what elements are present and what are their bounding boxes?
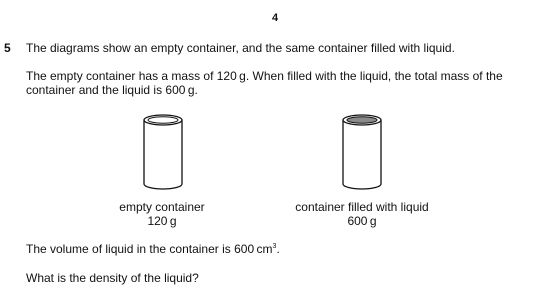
empty-container-label: empty container [119,200,205,214]
volume-statement [26,242,280,256]
filled-container-diagram [337,110,387,192]
mass-statement-line-2: container and the liquid is 600 g. [26,83,198,97]
empty-container-diagram [138,110,188,192]
filled-container-label: container filled with liquid [295,200,429,214]
mass-statement-line-1: The empty container has a mass of 120 g. When filled with the liquid, the total mass of the [26,69,503,83]
filled-container-caption [282,200,442,228]
empty-container-mass: 120 g [147,214,177,228]
liquid-surface [347,117,377,123]
filled-container-mass: 600 g [347,214,377,228]
question-number: 5 [4,41,11,55]
volume-end: . [276,242,280,256]
question-intro: The diagrams show an empty container, and the same container filled with liquid. [26,41,455,55]
empty-container-caption [82,200,242,228]
volume-exponent: 3 [272,243,277,250]
volume-text: The volume of liquid in the container is 600 cm [26,242,273,256]
question-prompt: What is the density of the liquid? [26,271,199,285]
page-number: 4 [272,12,279,24]
